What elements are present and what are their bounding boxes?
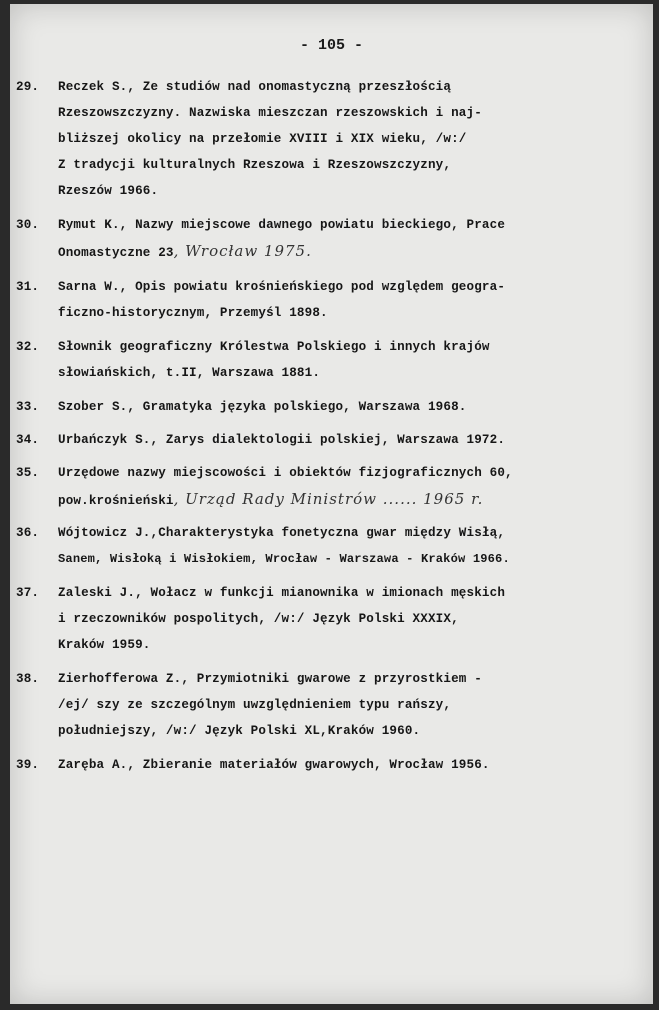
bibliography-entry-30 <box>16 212 643 266</box>
bibliography-entry-39 <box>16 752 643 778</box>
entry-line: Sanem, Wisłoką i Wisłokiem, Wrocław - Warszawa - Kraków 1966. <box>58 552 510 566</box>
entry-number: 33. <box>16 400 40 414</box>
entry-line: Z tradycji kulturalnych Rzeszowa i Rzeszowszczyzny, <box>58 158 452 172</box>
entry-line-with-annotation <box>58 238 643 266</box>
entry-number: 30. <box>16 218 40 232</box>
bibliography-entry-34 <box>16 427 643 453</box>
entry-line: Reczek S., Ze studiów nad onomastyczną przeszłością <box>58 80 452 94</box>
entry-line: Zaręba A., Zbieranie materiałów gwarowych, Wrocław 1956. <box>58 758 490 772</box>
entry-line: Zaleski J., Wołacz w funkcji mianownika w imionach męskich <box>58 586 506 600</box>
bibliography-entry-33 <box>16 394 643 420</box>
bibliography-list <box>16 74 643 778</box>
bibliography-entry-35 <box>16 460 643 514</box>
entry-line: ficzno-historycznym, Przemyśl 1898. <box>58 306 328 320</box>
entry-line: Wójtowicz J.,Charakterystyka fonetyczna gwar między Wisłą, <box>58 526 506 540</box>
bibliography-entry-37 <box>16 580 643 658</box>
entry-number: 32. <box>16 340 40 354</box>
entry-line: /ej/ szy ze szczególnym uwzględnieniem typu rańszy, <box>58 698 452 712</box>
entry-number: 34. <box>16 433 40 447</box>
bibliography-entry-36 <box>16 520 643 572</box>
entry-line: Zierhofferowa Z., Przymiotniki gwarowe z przyrostkiem - <box>58 672 482 686</box>
entry-line: Rymut K., Nazwy miejscowe dawnego powiatu bieckiego, Prace <box>58 218 506 232</box>
entry-line: Rzeszowszczyzny. Nazwiska mieszczan rzeszowskich i naj- <box>58 106 482 120</box>
entry-line: Urbańczyk S., Zarys dialektologii polskiej, Warszawa 1972. <box>58 433 506 447</box>
entry-text: pow.krośnieński <box>58 494 174 508</box>
entry-number: 39. <box>16 758 40 772</box>
handwritten-annotation: , Wrocław 1975. <box>173 242 312 260</box>
entry-line: Szober S., Gramatyka języka polskiego, Warszawa 1968. <box>58 400 467 414</box>
entry-line: Sarna W., Opis powiatu krośnieńskiego pod względem geogra- <box>58 280 506 294</box>
bibliography-entry-38 <box>16 666 643 744</box>
entry-line: Słownik geograficzny Królestwa Polskiego i innych krajów <box>58 340 490 354</box>
entry-number: 29. <box>16 80 40 94</box>
entry-number: 36. <box>16 526 40 540</box>
entry-number: 35. <box>16 466 40 480</box>
bibliography-entry-31 <box>16 274 643 326</box>
entry-line: i rzeczowników pospolitych, /w:/ Język Polski XXXIX, <box>58 612 459 626</box>
handwritten-annotation: , Urząd Rady Ministrów ...... 1965 r. <box>173 490 484 508</box>
entry-line: słowiańskich, t.II, Warszawa 1881. <box>58 366 321 380</box>
document-page <box>10 4 653 1004</box>
entry-number: 37. <box>16 586 40 600</box>
entry-text: Onomastyczne 23 <box>58 246 174 260</box>
entry-line: Urzędowe nazwy miejscowości i obiektów fizjograficznych 60, <box>58 466 513 480</box>
entry-number: 38. <box>16 672 40 686</box>
entry-line: bliższej okolicy na przełomie XVIII i XIX wieku, /w:/ <box>58 132 467 146</box>
bibliography-entry-32 <box>16 334 643 386</box>
entry-number: 31. <box>16 280 40 294</box>
entry-line: południejszy, /w:/ Język Polski XL,Kraków 1960. <box>58 724 421 738</box>
entry-line-with-annotation <box>58 486 643 514</box>
entry-line: Rzeszów 1966. <box>58 184 159 198</box>
bibliography-entry-29 <box>16 74 643 204</box>
page-number: - 105 - <box>299 37 363 54</box>
entry-line: Kraków 1959. <box>58 638 151 652</box>
